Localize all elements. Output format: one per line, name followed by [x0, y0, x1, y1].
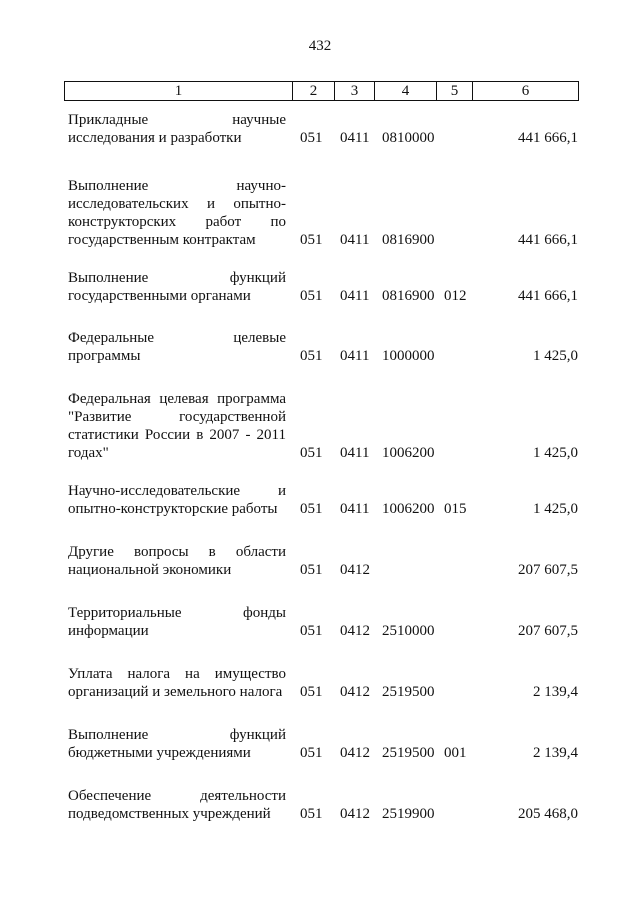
section-code: 0411 — [340, 348, 370, 364]
row-name-line: годах" — [68, 445, 109, 461]
section-code: 0411 — [340, 445, 370, 461]
row-name-line: программы — [68, 348, 141, 364]
section-code: 0412 — [340, 562, 370, 578]
chapter-code: 051 — [300, 562, 323, 578]
row-name-line: Выполнение функций — [68, 270, 286, 286]
target-item-code: 1000000 — [382, 348, 435, 364]
row-name-line: конструкторских работ по — [68, 214, 286, 230]
target-item-code: 0810000 — [382, 130, 435, 146]
section-code: 0412 — [340, 623, 370, 639]
amount: 2 139,4 — [533, 745, 578, 761]
target-item-code: 1006200 — [382, 445, 435, 461]
row-name-line: Уплата налога на имущество — [68, 666, 286, 682]
row-name-line: государственным контрактам — [68, 232, 256, 248]
amount: 207 607,5 — [518, 623, 578, 639]
column-number-3: 3 — [335, 82, 375, 101]
row-name — [68, 269, 286, 305]
row-name-line: "Развитие государственной — [68, 409, 286, 425]
row-name-line: организаций и земельного налога — [68, 684, 283, 700]
chapter-code: 051 — [300, 501, 323, 517]
row-name-line: исследования и разработки — [68, 130, 242, 146]
row-name — [68, 604, 286, 640]
row-name — [68, 111, 286, 147]
row-name-line: Обеспечение деятельности — [68, 788, 286, 804]
amount: 441 666,1 — [518, 232, 578, 248]
row-name — [68, 329, 286, 365]
column-header-table — [64, 81, 579, 101]
section-code: 0411 — [340, 130, 370, 146]
target-item-code: 2519500 — [382, 684, 435, 700]
amount: 441 666,1 — [518, 288, 578, 304]
row-name-line: подведомственных учреждений — [68, 806, 271, 822]
target-item-code: 0816900 — [382, 232, 435, 248]
column-number-5: 5 — [437, 82, 473, 101]
target-item-code: 2510000 — [382, 623, 435, 639]
row-name-line: Выполнение функций — [68, 727, 286, 743]
row-name-line: Прикладные научные — [68, 112, 286, 128]
section-code: 0412 — [340, 745, 370, 761]
section-code: 0411 — [340, 501, 370, 517]
amount: 2 139,4 — [533, 684, 578, 700]
chapter-code: 051 — [300, 130, 323, 146]
expense-type-code: 012 — [444, 288, 467, 304]
amount: 1 425,0 — [533, 501, 578, 517]
row-name — [68, 726, 286, 762]
amount: 205 468,0 — [518, 806, 578, 822]
row-name-line: Федеральные целевые — [68, 330, 286, 346]
row-name-line: опытно-конструкторские работы — [68, 501, 278, 517]
amount: 441 666,1 — [518, 130, 578, 146]
row-name-line: Выполнение научно- — [68, 178, 286, 194]
target-item-code: 2519500 — [382, 745, 435, 761]
row-name-line: государственными органами — [68, 288, 251, 304]
expense-type-code: 001 — [444, 745, 467, 761]
column-number-1: 1 — [65, 82, 293, 101]
amount: 1 425,0 — [533, 348, 578, 364]
row-name-line: статистики России в 2007 - 2011 — [68, 427, 286, 443]
row-name-line: Научно-исследовательские и — [68, 483, 286, 499]
column-number-6: 6 — [473, 82, 579, 101]
row-name-line: бюджетными учреждениями — [68, 745, 251, 761]
row-name — [68, 482, 286, 518]
column-number-2: 2 — [293, 82, 335, 101]
row-name-line: Территориальные фонды — [68, 605, 286, 621]
row-name — [68, 177, 286, 249]
section-code: 0412 — [340, 684, 370, 700]
page-number: 432 — [308, 38, 332, 54]
row-name-line: Другие вопросы в области — [68, 544, 286, 560]
row-name-line: исследовательских и опытно- — [68, 196, 286, 212]
expense-type-code: 015 — [444, 501, 467, 517]
row-name — [68, 390, 286, 462]
chapter-code: 051 — [300, 806, 323, 822]
row-name-line: информации — [68, 623, 149, 639]
section-code: 0411 — [340, 232, 370, 248]
target-item-code: 0816900 — [382, 288, 435, 304]
target-item-code: 1006200 — [382, 501, 435, 517]
section-code: 0412 — [340, 806, 370, 822]
row-name — [68, 787, 286, 823]
row-name-line: Федеральная целевая программа — [68, 391, 286, 407]
section-code: 0411 — [340, 288, 370, 304]
row-name — [68, 543, 286, 579]
chapter-code: 051 — [300, 623, 323, 639]
column-number-row — [65, 82, 579, 101]
target-item-code: 2519900 — [382, 806, 435, 822]
column-number-4: 4 — [375, 82, 437, 101]
chapter-code: 051 — [300, 288, 323, 304]
chapter-code: 051 — [300, 232, 323, 248]
chapter-code: 051 — [300, 745, 323, 761]
chapter-code: 051 — [300, 445, 323, 461]
amount: 207 607,5 — [518, 562, 578, 578]
row-name-line: национальной экономики — [68, 562, 232, 578]
amount: 1 425,0 — [533, 445, 578, 461]
chapter-code: 051 — [300, 348, 323, 364]
chapter-code: 051 — [300, 684, 323, 700]
row-name — [68, 665, 286, 701]
